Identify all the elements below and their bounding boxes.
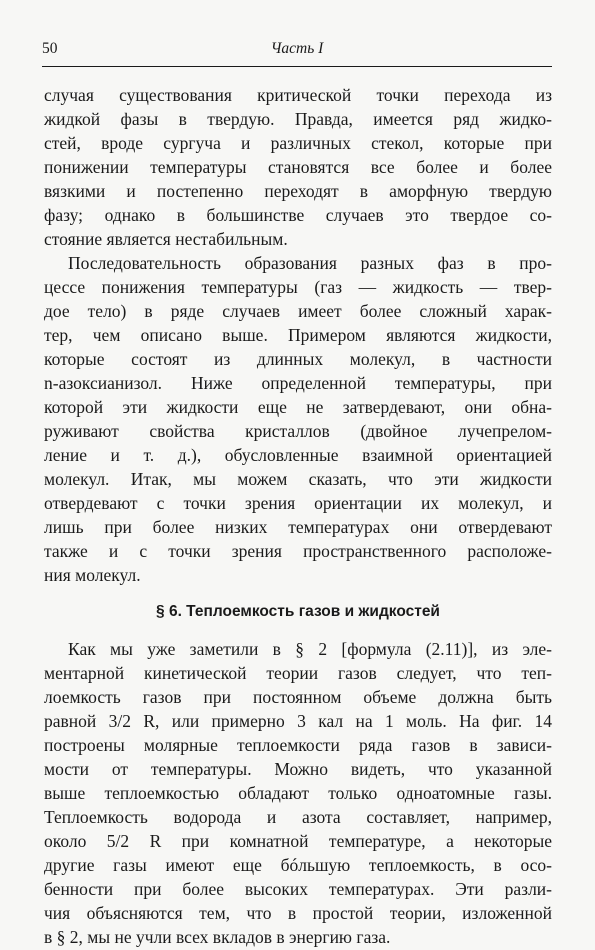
text-line: ление и т. д.), обусловленные взаимной ориентацией [44, 445, 552, 465]
text-line: построены молярные теплоемкости ряда газов в зависи- [44, 735, 552, 755]
page-number: 50 [42, 40, 58, 57]
text-line: ния молекул. [44, 565, 141, 585]
text-line: в § 2, мы не учли всех вкладов в энергию газа. [44, 927, 391, 947]
text-line: бенности при более высоких температурах. Эти разли- [44, 879, 552, 899]
text-line: лишь при более низких температурах они отвердевают [44, 517, 552, 537]
text-line: которые состоят из длинных молекул, в частности [44, 349, 552, 369]
section-heading: § 6. Теплоемкость газов и жидкостей [156, 603, 440, 620]
text-line: другие газы имеют еще бóльшую теплоемкость, в осо- [44, 855, 552, 875]
text-line: молекул. Итак, мы можем сказать, что эти жидкости [44, 469, 552, 489]
text-line: вязкими и постепенно переходят в аморфную твердую [44, 181, 552, 201]
text-line: случая существования критической точки перехода из [44, 85, 552, 105]
text-line: понижении температуры становятся все более и более [44, 157, 552, 177]
text-line: руживают свойства кристаллов (двойное лучепрелом- [44, 421, 552, 441]
text-line: жидкой фазы в твердую. Правда, имеется ряд жидко- [44, 109, 552, 129]
text-line: которой эти жидкости еще не затвердевают, они обна- [44, 397, 552, 417]
text-line: стей, вроде сургуча и различных стекол, которые при [44, 133, 552, 153]
text-line: отвердевают с точки зрения ориентации их молекул, и [44, 493, 552, 513]
text-line: Последовательность образования разных фаз в про- [68, 253, 552, 273]
text-line: чия объясняются тем, что в простой теории, изложенной [44, 903, 552, 923]
text-line: ментарной кинетической теории газов следует, что теп- [44, 663, 552, 683]
running-head [42, 40, 552, 62]
part-title: Часть I [270, 40, 324, 57]
text-line: n-азоксианизол. Ниже определенной температуры, при [44, 373, 552, 393]
text-line: тер, чем описано выше. Примером являются жидкости, [44, 325, 552, 345]
text-line: фазу; однако в большинстве случаев это твердое со- [44, 205, 552, 225]
header-rule [42, 66, 552, 67]
text-line: лоемкость газов при постоянном объеме должна быть [44, 687, 552, 707]
text-line: около 5/2 R при комнатной температуре, а некоторые [44, 831, 552, 851]
text-line: равной 3/2 R, или примерно 3 кал на 1 моль. На фиг. 14 [44, 711, 552, 731]
text-line: мости от температуры. Можно видеть, что указанной [44, 759, 552, 779]
text-line: стояние является нестабильным. [44, 229, 288, 249]
text-line: дое тело) в ряде случаев имеет более сложный харак- [44, 301, 552, 321]
text-line: цессе понижения температуры (газ — жидкость — твер- [44, 277, 552, 297]
text-line: также и с точки зрения пространственного расположе- [44, 541, 552, 561]
text-line: Теплоемкость водорода и азота составляет, например, [44, 807, 552, 827]
text-line: выше теплоемкостью обладают только одноатомные газы. [44, 783, 552, 803]
text-line: Как мы уже заметили в § 2 [формула (2.11)], из эле- [68, 639, 552, 659]
